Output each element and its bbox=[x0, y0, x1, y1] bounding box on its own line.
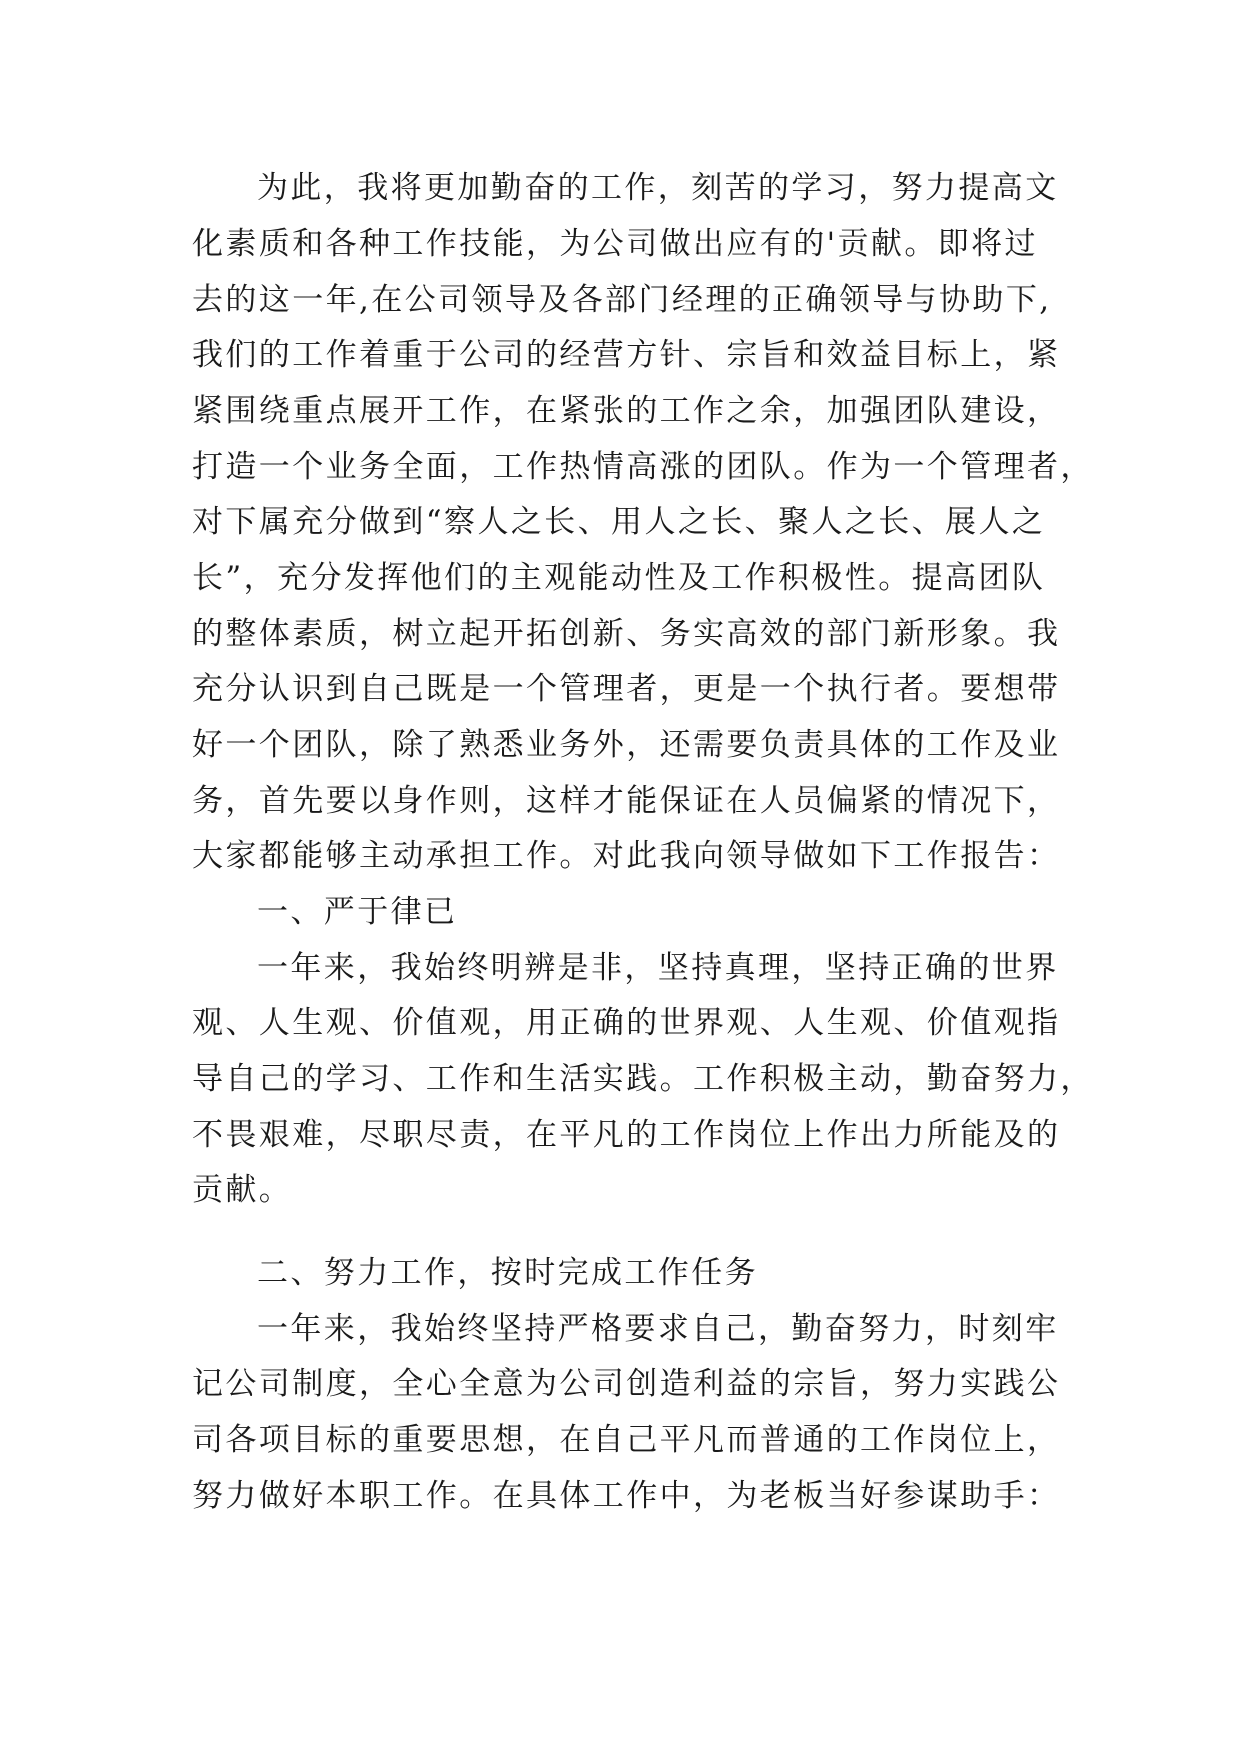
text-line: 记公司制度，全心全意为公司创造利益的宗旨，努力实践公 bbox=[192, 1366, 1061, 1402]
text-line: 不畏艰难，尽职尽责，在平凡的工作岗位上作出力所能及的 bbox=[192, 1117, 1061, 1153]
text-line: 我们的工作着重于公司的经营方针、宗旨和效益目标上，紧 bbox=[192, 337, 1061, 373]
text-line: 务，首先要以身作则，这样才能保证在人员偏紧的情况下， bbox=[192, 783, 1061, 819]
text-line: 一年来，我始终明辨是非，坚持真理，坚持正确的世界 bbox=[257, 950, 1059, 986]
text-line: 长”，充分发挥他们的主观能动性及工作积极性。提高团队 bbox=[192, 560, 1046, 596]
text-line: 导自己的学习、工作和生活实践。工作积极主动，勤奋努力， bbox=[192, 1061, 1094, 1097]
text-line: 一年来，我始终坚持严格要求自己，勤奋努力，时刻牢 bbox=[257, 1311, 1059, 1347]
text-line: 司各项目标的重要思想，在自己平凡而普通的工作岗位上， bbox=[192, 1422, 1061, 1458]
text-line: 充分认识到自己既是一个管理者，更是一个执行者。要想带 bbox=[192, 671, 1061, 707]
text-line: 努力做好本职工作。在具体工作中，为老板当好参谋助手： bbox=[192, 1478, 1061, 1514]
section-heading-1: 一、严于律已 bbox=[257, 894, 458, 930]
text-line: 大家都能够主动承担工作。对此我向领导做如下工作报告： bbox=[192, 838, 1061, 874]
text-line: 观、人生观、价值观，用正确的世界观、人生观、价值观指 bbox=[192, 1005, 1061, 1041]
text-line: 打造一个业务全面，工作热情高涨的团队。作为一个管理者， bbox=[192, 449, 1094, 485]
text-line: 为此，我将更加勤奋的工作，刻苦的学习，努力提高文 bbox=[257, 170, 1059, 206]
text-line: 的整体素质，树立起开拓创新、务实高效的部门新形象。我 bbox=[192, 616, 1061, 652]
text-line: 去的这一年,在公司领导及各部门经理的正确领导与协助下, bbox=[192, 282, 1052, 318]
text-line: 对下属充分做到“察人之长、用人之长、聚人之长、展人之 bbox=[192, 504, 1046, 540]
text-line: 贡献。 bbox=[192, 1172, 293, 1208]
section-heading-2: 二、努力工作，按时完成工作任务 bbox=[257, 1255, 758, 1291]
text-line: 化素质和各种工作技能，为公司做出应有的'贡献。即将过 bbox=[192, 226, 1038, 262]
text-line: 紧围绕重点展开工作，在紧张的工作之余，加强团队建设， bbox=[192, 393, 1061, 429]
text-line: 好一个团队，除了熟悉业务外，还需要负责具体的工作及业 bbox=[192, 727, 1061, 763]
